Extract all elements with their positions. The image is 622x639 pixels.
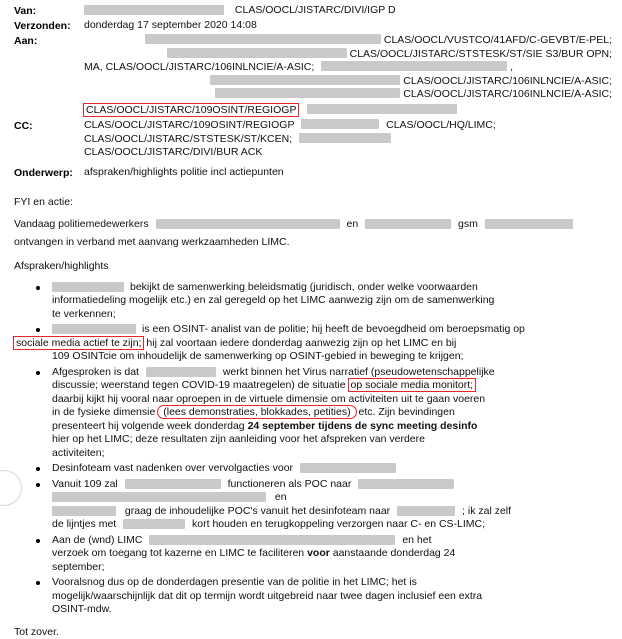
redaction-bar — [149, 535, 395, 545]
email-header — [0, 0, 622, 179]
bullet-line-highlighted — [14, 337, 612, 351]
list-item — [14, 323, 612, 364]
redaction-bar — [52, 506, 116, 516]
bullet-text: ; ik zal zelf — [462, 504, 512, 517]
bullet-text: graag de inhoudelijke POC's vanuit het desinfoteam naar — [124, 504, 391, 517]
redaction-bar — [52, 282, 124, 292]
label-cc: CC: — [14, 120, 33, 132]
redaction-bar — [167, 48, 347, 58]
header-row-cc — [14, 119, 614, 160]
cc-line-text: CLAS/OOCL/JISTARC/109OSINT/REGIOGP — [84, 119, 295, 131]
to-line-text: MA, CLAS/OOCL/JISTARC/106INLNCIE/A-ASIC; — [84, 61, 315, 73]
bullet-text: verzoek om toegang tot kazerne en LIMC te faciliteren — [52, 547, 308, 559]
redaction-bar — [307, 104, 457, 114]
redaction-bar — [358, 479, 454, 489]
closing-text: Tot zover. — [14, 625, 59, 638]
cc-line-text: CLAS/OOCL/JISTARC/DIVI/BUR ACK — [84, 146, 263, 158]
bullet-text: september; — [52, 560, 105, 573]
to-line-text: CLAS/OOCL/JISTARC/106INLNCIE/A-ASIC; — [403, 74, 612, 87]
redaction-bar — [146, 367, 216, 377]
cc-line — [84, 119, 614, 133]
label-subject: Onderwerp: — [14, 166, 73, 179]
value-from — [84, 4, 614, 17]
bullet-text: functioneren als POC naar — [227, 477, 352, 490]
bullet-text: de lijntjes met — [52, 518, 117, 530]
redaction-bar — [365, 219, 451, 229]
bullet-line — [52, 534, 612, 548]
to-line-text: CLAS/OOCL/JISTARC/106INLNCIE/A-ASIC; — [403, 88, 612, 100]
intro-text-c: gsm — [458, 217, 478, 230]
redaction-bar — [84, 5, 224, 15]
bullet-line — [52, 393, 612, 407]
cc-line-text: CLAS/OOCL/HQ/LIMC; — [386, 119, 496, 131]
redaction-bar — [145, 34, 381, 44]
list-item — [14, 478, 612, 532]
bullet-line — [52, 420, 612, 434]
redaction-bar — [300, 463, 396, 473]
bullet-line — [52, 366, 612, 380]
bullet-text: hij zal voortaan iedere donderdag aanwezig zijn op het LIMC en bij — [143, 336, 457, 349]
bullet-text: bekijkt de samenwerking beleidsmatig (juridisch, onder welke voorwaarden — [130, 280, 478, 293]
to-line — [84, 88, 614, 102]
list-item — [14, 576, 612, 617]
bullet-text: werkt binnen het Virus narratief (pseudowetenschappelijke — [222, 365, 495, 378]
intro-text-a: Vandaag politiemedewerkers — [14, 217, 149, 230]
cc-line — [84, 133, 614, 147]
redaction-bar — [123, 519, 185, 529]
bullet-line — [52, 323, 612, 337]
cc-line-text: CLAS/OOCL/JISTARC/STSTESK/ST/KCEN; — [84, 132, 293, 145]
bullet-text: in de fysieke dimensie — [52, 406, 159, 418]
list-item — [14, 534, 612, 575]
redaction-bar — [299, 133, 391, 143]
to-line — [84, 61, 614, 75]
intro-heading: FYI en actie: — [14, 195, 73, 208]
redaction-bar — [52, 324, 136, 334]
redaction-bar — [397, 506, 455, 516]
list-item — [14, 281, 612, 322]
redaction-bar — [215, 88, 400, 98]
bullet-line — [52, 462, 612, 476]
redaction-bar — [301, 119, 379, 129]
from-text: CLAS/OOCL/JISTARC/DIVI/IGP D — [234, 4, 396, 16]
label-to: Aan: — [14, 35, 38, 47]
bullet-line: activiteiten; — [52, 446, 105, 459]
bullet-text: is een OSINT- analist van de politie; hij heeft de bevoegdheid om beroepsmatig op — [142, 323, 525, 335]
bullet-line — [52, 491, 612, 505]
email-body — [0, 185, 622, 617]
bullet-text: en — [274, 491, 287, 503]
value-to — [84, 34, 614, 117]
redaction-bar — [321, 61, 507, 71]
cc-line — [84, 146, 614, 160]
value-sent — [84, 19, 614, 32]
bullet-line — [52, 505, 612, 519]
bullet-text-bold: voor — [307, 547, 330, 559]
header-row-from — [14, 4, 614, 17]
annotation-box-demonstraties: (lees demonstraties, blokkades, petities) — [158, 406, 355, 418]
to-line-text: CLAS/OOCL/VUSTCO/41AFD/C-GEVBT/E-PEL; — [383, 34, 612, 46]
label-sent: Verzonden: — [14, 20, 71, 32]
header-row-sent — [14, 19, 614, 32]
bullet-line — [52, 281, 612, 295]
to-line-highlighted — [84, 104, 614, 118]
bullet-text: discussie; weerstand tegen COVID-19 maatregelen) de situatie — [52, 379, 346, 391]
bullet-text-bold: 24 september tijdens de sync meeting desinfo — [247, 419, 478, 432]
bullet-text: etc. Zijn bevindingen — [355, 406, 455, 418]
bullet-line: te verkennen; — [52, 307, 116, 320]
bullet-line — [52, 561, 612, 575]
redaction-bar — [485, 219, 573, 229]
bullet-text: presenteert hij volgende week donderdag — [52, 419, 248, 432]
bullet-line: Vooralsnog dus op de donderdagen presentie van de politie in het LIMC; het is — [52, 576, 417, 588]
bullet-text: kort houden en terugkoppeling verzorgen naar C- en CS-LIMC; — [192, 518, 486, 530]
list-item — [14, 462, 612, 476]
annotation-box-sociale-media-monitort: op sociale media monitort; — [350, 379, 474, 391]
redaction-bar — [52, 492, 266, 502]
bullet-text: en het — [402, 533, 432, 546]
to-line — [84, 34, 614, 48]
bullet-line: informatiedeling mogelijk etc.) en zal geregeld op het LIMC aanwezig zijn om de samenwerking — [52, 294, 495, 306]
bullet-line: OSINT-mdw. — [52, 603, 112, 615]
bullet-text: aanstaande donderdag 24 — [329, 547, 456, 559]
bullet-line — [52, 547, 612, 561]
label-from: Van: — [14, 5, 37, 17]
highlights-list — [14, 281, 612, 617]
to-line — [84, 75, 614, 89]
intro-text-b: en — [346, 217, 359, 230]
bullet-text: Desinfoteam vast nadenken over vervolgacties voor — [52, 462, 294, 474]
bullet-text: daarbij kijkt hij vooral naar oproepen in de virtuele dimensie om activiteiten uit te gaan voeren — [52, 392, 486, 405]
intro-paragraph-line1 — [14, 217, 612, 231]
section-title-afspraken: Afspraken/highlights — [14, 259, 109, 272]
bullet-line — [52, 478, 612, 492]
redaction-bar — [156, 219, 340, 229]
to-line — [84, 48, 614, 62]
annotation-box-sociale-media-actief: sociale media actief te zijn; — [16, 336, 142, 349]
value-subject: afspraken/highlights politie incl actiepunten — [84, 165, 284, 178]
bullet-text: Aan de (wnd) LIMC — [52, 533, 143, 546]
bullet-line — [52, 518, 612, 532]
redaction-bar — [125, 479, 221, 489]
intro-paragraph-line2: ontvangen in verband met aanvang werkzaamheden LIMC. — [14, 235, 290, 248]
list-item — [14, 366, 612, 461]
value-cc — [84, 119, 614, 160]
bullet-line: 109 OSINTcie om inhoudelijk de samenwerking op OSINT-gebied in beweging te krijgen; — [52, 350, 464, 362]
bullet-line — [52, 379, 612, 393]
bullet-line: hier op het LIMC; deze resultaten zijn aanleiding voor het afspreken van verdere — [52, 433, 425, 445]
bullet-text: Vanuit 109 zal — [52, 477, 118, 490]
to-line-text: CLAS/OOCL/JISTARC/STSTESK/ST/SIE S3/BUR OPN; — [349, 47, 612, 60]
sent-text: donderdag 17 september 2020 14:08 — [84, 19, 257, 31]
header-row-to — [14, 34, 614, 117]
to-line-sep: , — [510, 61, 514, 73]
redaction-bar — [210, 75, 400, 85]
header-row-subject — [14, 166, 614, 179]
bullet-text: Afgesproken is dat — [52, 365, 139, 378]
annotation-box-regiogp: CLAS/OOCL/JISTARC/109OSINT/REGIOGP — [86, 103, 297, 116]
bullet-line: mogelijk/waarschijnlijk dat dit op termijn wordt uitgebreid naar twee dagen inclusief een extra — [52, 589, 483, 602]
bullet-line — [52, 406, 612, 420]
